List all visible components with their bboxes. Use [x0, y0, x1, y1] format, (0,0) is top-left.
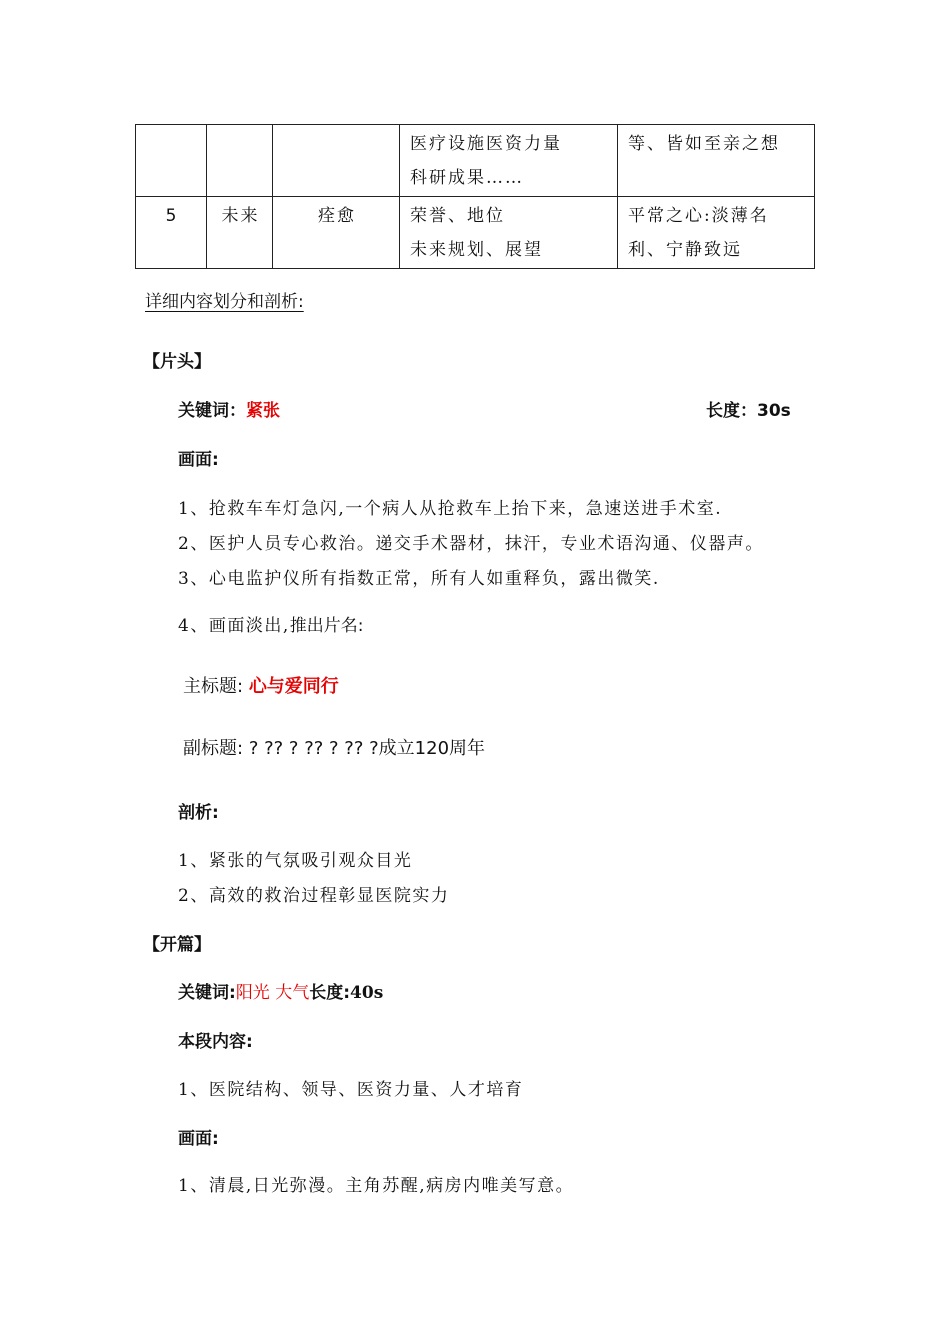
cell-spirit — [618, 125, 815, 197]
screen-label: 画面: — [178, 450, 219, 470]
screen-item: 1、抢救车车灯急闪,一个病人从抢救车上抬下来，急速送进手术室. — [178, 499, 723, 519]
pian-tou-length-line — [706, 396, 791, 421]
main-title-line — [183, 672, 339, 698]
cell-line: 未来规划、展望 — [410, 240, 543, 260]
cell-line: 医疗设施医资力量 — [410, 134, 562, 154]
keyword-value: 紧张 — [246, 401, 280, 421]
kai-pian-title: 【开篇】 — [143, 935, 211, 955]
cell-line: 等、皆如至亲之想 — [628, 134, 780, 154]
length-value: 30s — [757, 401, 791, 421]
screen-item: 1、清晨,日光弥漫。主角苏醒,病房内唯美写意。 — [178, 1176, 575, 1196]
main-title: 心与爱同行 — [248, 676, 339, 697]
cell-phase: 未来 — [207, 197, 273, 269]
pian-tou-keyword-line — [178, 396, 280, 421]
sub-title-line — [183, 734, 485, 760]
cell-num — [136, 125, 207, 197]
analysis-label: 剖析: — [178, 803, 219, 823]
content-label: 本段内容: — [178, 1032, 253, 1052]
pian-tou-title: 【片头】 — [143, 352, 211, 372]
screen-label: 画面: — [178, 1129, 219, 1149]
table-row — [136, 125, 815, 197]
item4-prefix: 4、画面淡出, — [178, 616, 290, 636]
keyword-value: 阳光 大气 — [235, 983, 310, 1003]
cell-theme — [273, 125, 400, 197]
cell-content — [400, 125, 618, 197]
analysis-item: 1、紧张的气氛吸引观众目光 — [178, 851, 413, 871]
cell-phase — [207, 125, 273, 197]
analysis-item: 2、高效的救治过程彰显医院实力 — [178, 886, 450, 906]
cell-num: 5 — [136, 197, 207, 269]
section-heading: 详细内容划分和剖析: — [145, 292, 304, 312]
sub-title-label: 副标题: — [183, 738, 244, 759]
cell-line: 平常之心:淡薄名 — [628, 206, 769, 226]
content-table — [135, 124, 815, 269]
length-label: 长度： — [706, 401, 757, 421]
length-label: 长度: — [309, 983, 351, 1003]
cell-line: 利、宁静致远 — [628, 240, 742, 260]
main-title-label: 主标题: — [183, 676, 244, 697]
cell-spirit — [618, 197, 815, 269]
screen-item: 3、心电监护仪所有指数正常，所有人如重释负，露出微笑. — [178, 569, 660, 589]
screen-item: 2、医护人员专心救治。递交手术器材，抹汗，专业术语沟通、仪器声。 — [178, 534, 764, 554]
cell-line: 荣誉、地位 — [410, 206, 505, 226]
cell-line: 科研成果…… — [410, 168, 524, 188]
keyword-label: 关键词： — [178, 401, 246, 421]
screen-item-4 — [178, 611, 363, 636]
sub-title: ? ?? ? ?? ? ?? ?成立120周年 — [248, 738, 486, 759]
content-item: 1、医院结构、领导、医资力量、人才培育 — [178, 1080, 524, 1100]
keyword-label: 关键词: — [178, 983, 236, 1003]
item4-suffix: 推出片名: — [289, 616, 364, 636]
length-value: 40s — [350, 983, 384, 1003]
cell-theme: 痊愈 — [273, 197, 400, 269]
cell-content — [400, 197, 618, 269]
table-row — [136, 197, 815, 269]
kai-pian-keyword-line — [178, 978, 383, 1003]
